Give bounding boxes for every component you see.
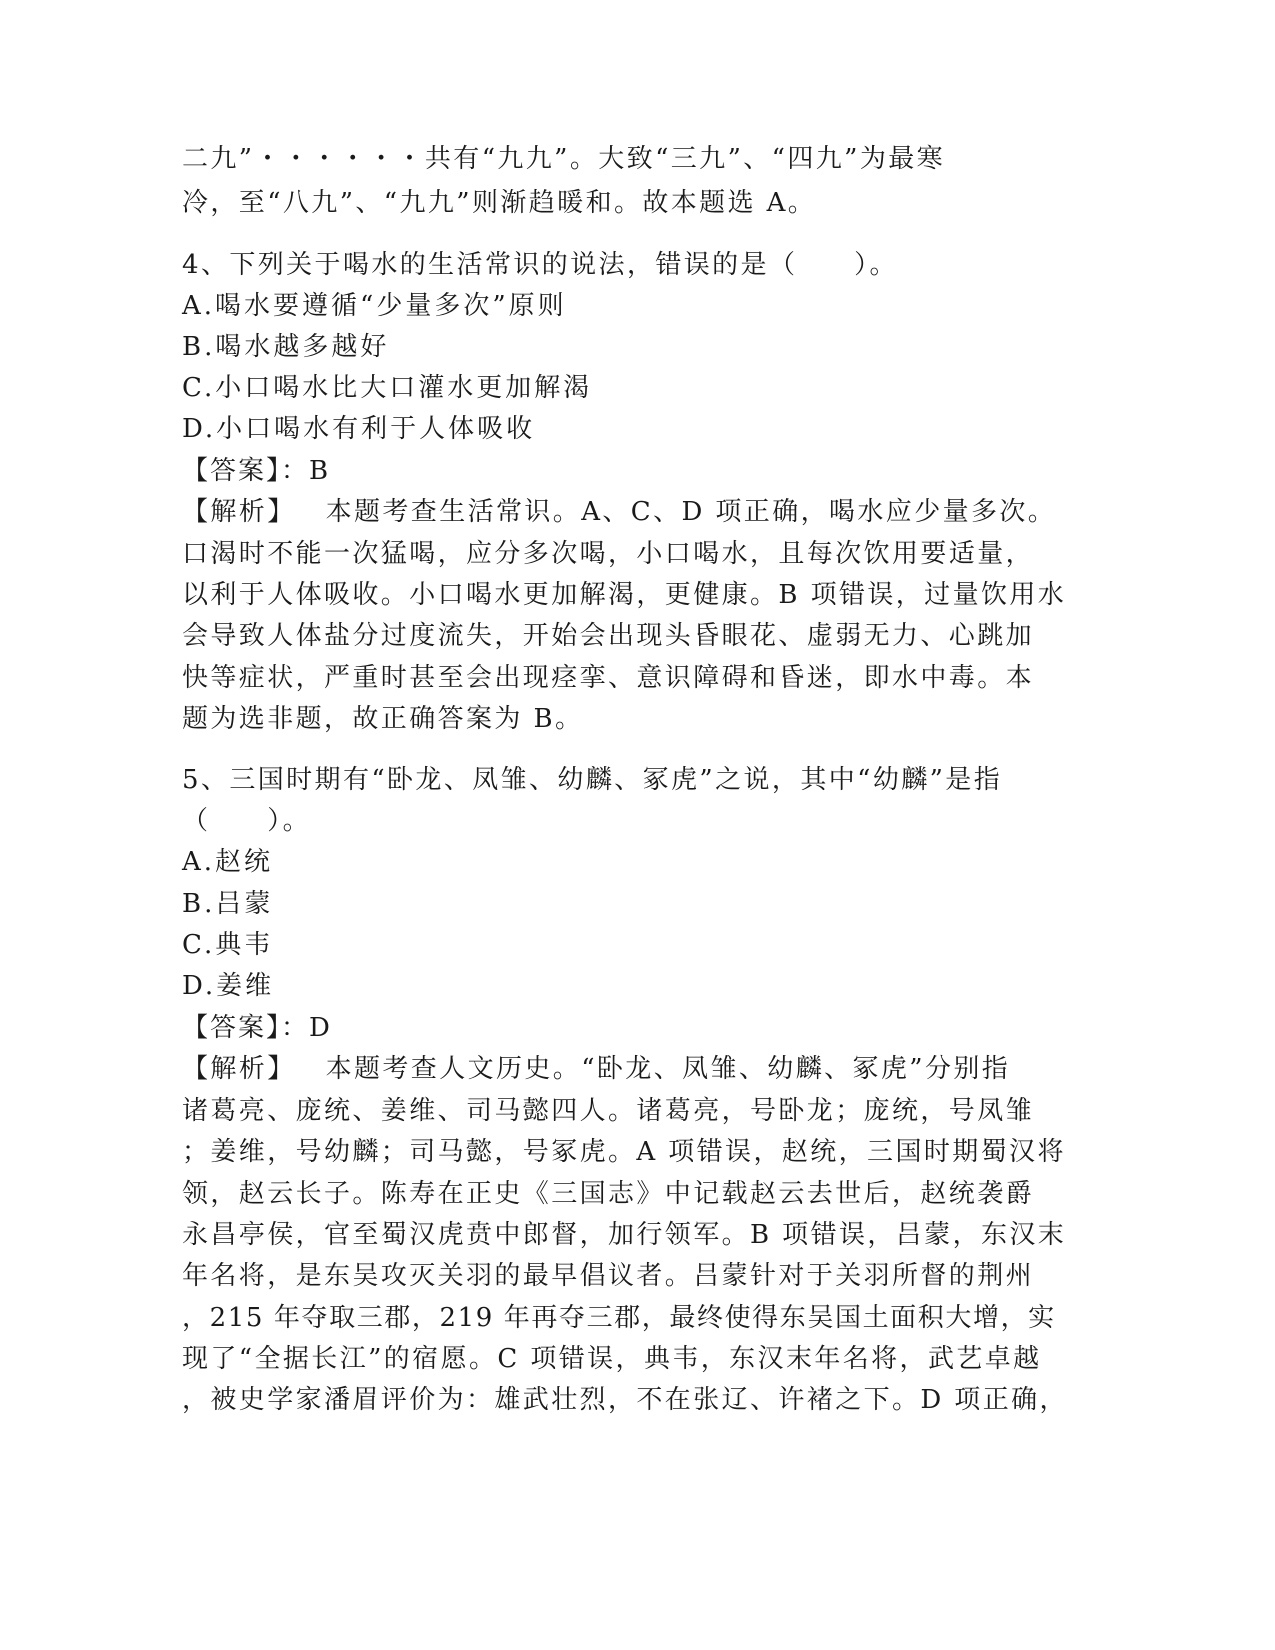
question-4-option-a: A.喝水要遵循“少量多次”原则	[182, 291, 567, 321]
question-5-explanation-line: ；姜维，号幼麟；司马懿，号冢虎。A 项错误，赵统，三国时期蜀汉将	[182, 1137, 1066, 1167]
answer-value: B	[309, 456, 331, 486]
question-5-option-a: A.赵统	[182, 847, 274, 877]
question-5-explanation-line: 永昌亭侯，官至蜀汉虎贲中郎督，加行领军。B 项错误，吕蒙，东汉末	[182, 1220, 1067, 1250]
question-4-explanation-line: 会导致人体盐分过度流失，开始会出现头昏眼花、虚弱无力、心跳加	[182, 621, 1035, 651]
question-4-answer	[182, 456, 330, 486]
question-4-explanation-first	[182, 497, 1056, 527]
question-5-option-c: C.典韦	[182, 930, 274, 960]
explanation-label: 【解析】	[182, 497, 296, 527]
question-4-explanation-line: 快等症状，严重时甚至会出现痉挛、意识障碍和昏迷，即水中毒。本	[182, 663, 1035, 693]
question-5-explanation-line: 诸葛亮、庞统、姜维、司马懿四人。诸葛亮，号卧龙；庞统，号凤雏	[182, 1096, 1035, 1126]
question-5-stem: 5、三国时期有“卧龙、凤雏、幼麟、冢虎”之说，其中“幼麟”是指	[182, 765, 1003, 795]
explanation-text: 本题考查生活常识。A、C、D 项正确，喝水应少量多次。	[325, 497, 1057, 527]
question-5-explanation-first	[182, 1054, 1010, 1084]
prev-explanation-line: 冷，至“八九”、“九九”则渐趋暖和。故本题选 A。	[182, 188, 817, 218]
question-4-option-d: D.小口喝水有利于人体吸收	[182, 414, 536, 444]
explanation-text: 本题考查人文历史。“卧龙、凤雏、幼麟、冢虎”分别指	[325, 1054, 1011, 1084]
question-4-explanation-line: 题为选非题，故正确答案为 B。	[182, 704, 584, 734]
explanation-label: 【解析】	[182, 1054, 296, 1084]
question-5-explanation-line: ，215 年夺取三郡，219 年再夺三郡，最终使得东吴国土面积大增，实	[182, 1303, 1056, 1333]
question-5-explanation-line: 现了“全据长江”的宿愿。C 项错误，典韦，东汉末年名将，武艺卓越	[182, 1344, 1042, 1374]
question-5-explanation-line: ，被史学家潘眉评价为：雄武壮烈，不在张辽、许褚之下。D 项正确，	[182, 1385, 1068, 1415]
question-4-explanation-line: 口渴时不能一次猛喝，应分多次喝，小口喝水，且每次饮用要适量，	[182, 539, 1035, 569]
answer-label: 【答案】：	[182, 1013, 310, 1043]
question-4-option-b: B.喝水越多越好	[182, 332, 390, 362]
question-5-explanation-line: 年名将，是东吴攻灭关羽的最早倡议者。吕蒙针对于关羽所督的荆州	[182, 1261, 1035, 1291]
question-5-stem: （ ）。	[182, 806, 312, 836]
question-4-option-c: C.小口喝水比大口灌水更加解渴	[182, 373, 593, 403]
question-5-answer	[182, 1013, 332, 1043]
question-4-explanation-line: 以利于人体吸收。小口喝水更加解渴，更健康。B 项错误，过量饮用水	[182, 580, 1067, 610]
prev-explanation-line: 二九”・・・・・・共有“九九”。大致“三九”、“四九”为最寒	[182, 144, 946, 174]
answer-value: D	[309, 1013, 332, 1043]
answer-label: 【答案】：	[182, 456, 310, 486]
question-4-stem: 4、下列关于喝水的生活常识的说法，错误的是（ ）。	[182, 250, 898, 280]
question-5-option-b: B.吕蒙	[182, 889, 274, 919]
question-5-option-d: D.姜维	[182, 971, 275, 1001]
question-5-explanation-line: 领，赵云长子。陈寿在正史《三国志》中记载赵云去世后，赵统袭爵	[182, 1179, 1035, 1209]
